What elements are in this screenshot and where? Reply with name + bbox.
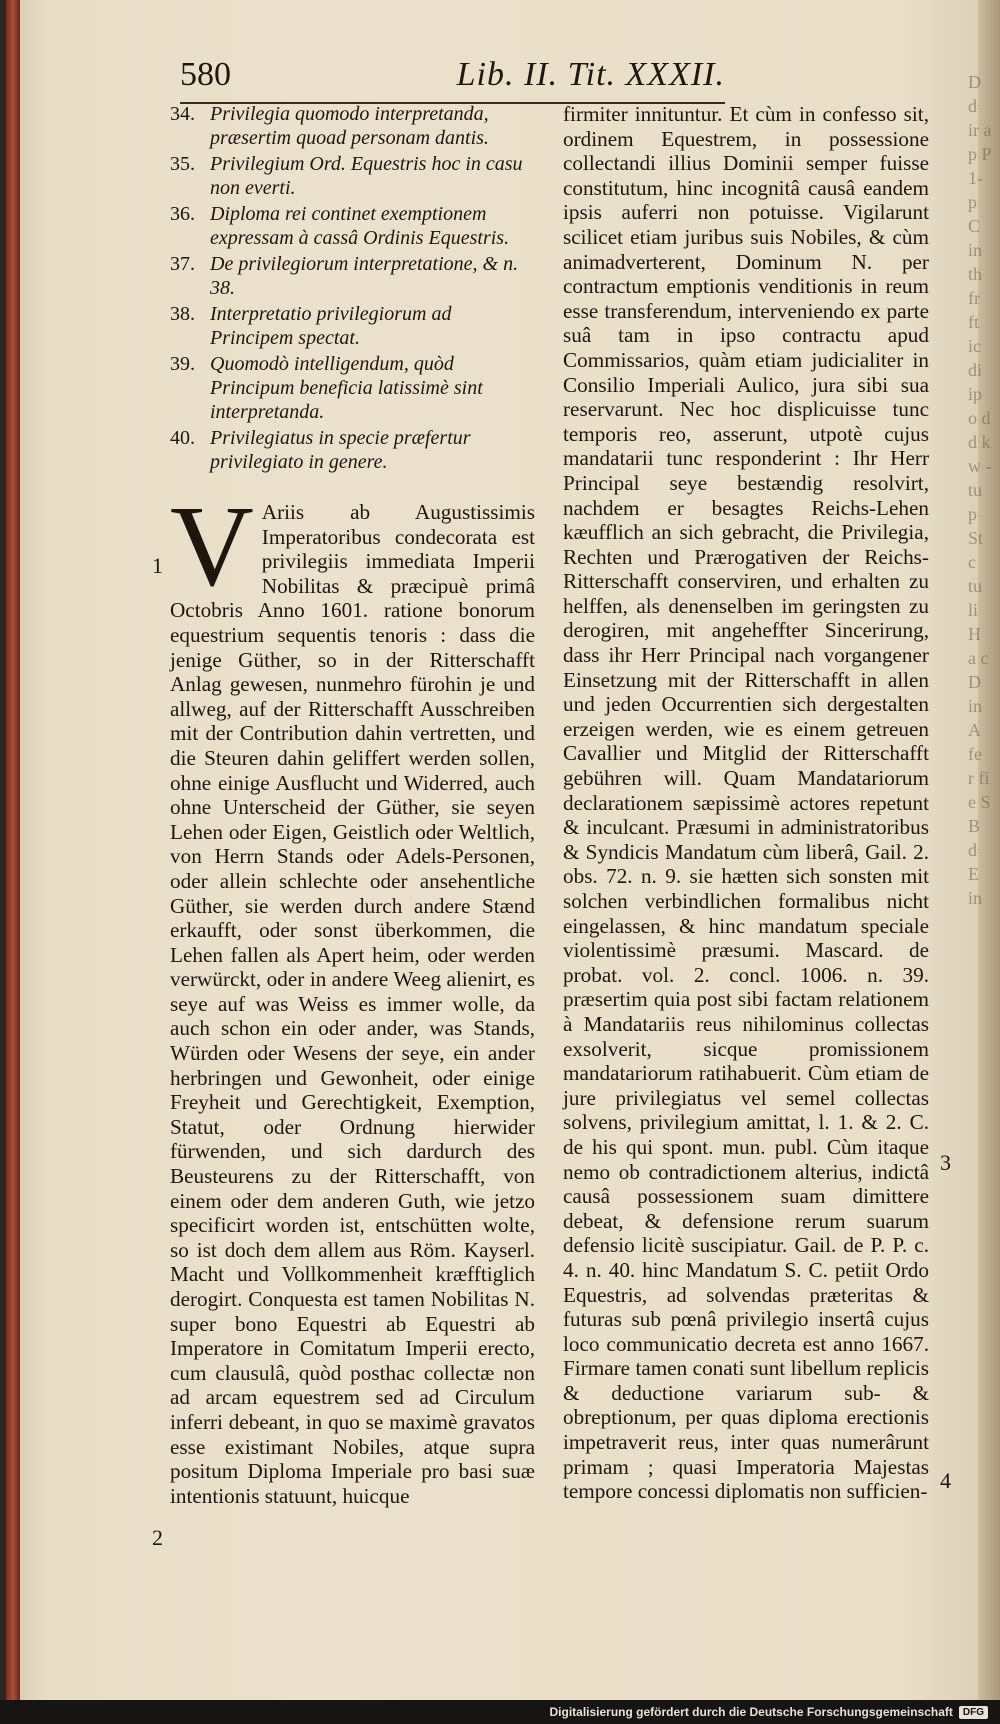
summary-item <box>170 352 535 424</box>
dfg-logo-icon: DFG <box>959 1706 988 1719</box>
left-body-text <box>170 483 535 1508</box>
footer-credit: Digitalisierung gefördert durch die Deutsche Forschungsgemeinschaft <box>549 1705 953 1719</box>
margin-number: 3 <box>940 1150 951 1175</box>
summary-item <box>170 102 535 150</box>
right-body-paragraph: firmiter innituntur. Et cùm in confesso sit, ordinem Equestrem, in possessione collectandi illius Dominii semper fuisse constitutum, hinc incognitâ causâ eandem ipsis auferri non potuisse. Vigilarunt scilicet etiam juribus suis Nobiles, & cùm animadverterent, Dominum N. per contractum emptionis venditionis in reum esse transferendum, interveniendo ex parte suâ tam in ipso contractu apud Commissarios, quàm etiam judicialiter in Consilio Imperiali Aulico, jura sibi sua reservarunt. Nec hoc displicuisse tunc temporis reo, asserunt, utpotè cujus mandatarii tunc responderint : Ihr Herr Principal seye bestændig resolvirt, nachdem er besagtes Reichs-Lehen kæufflich an sich gebracht, die Privilegia, Rechten und Prærogativen der Reichs-Ritterschafft conserviren, und erhalten zu helffen, als denenselben im geringsten zu derogiren, mit angeheffter Sincerirung, dass ihr Herr Principal nach vorgangener Einsetzung mit der Ritterschafft in allen und jeden Occurrentien sich dergestalten erzeigen werden, wie es einem getreuen Cavallier und Mitglid der Ritterschafft gebühren will. Quam Mandatariorum declarationem sæpissimè actores repetunt & inculcant. Præsumi in administratoribus & Syndicis Mandatum cùm liberâ, Gail. 2. obs. 72. n. 9. sie hætten sich sonsten mit solchen verbindlichen formalibus nicht eingelassen, & hinc mandatum speciale violentissimè præsumi. Mascard. de probat. vol. 2. concl. 1006. n. 39. præsertim quia post sibi factam relationem à Mandatariis reus nihilominus collectas exsolverit, sicque promissionem mandatariorum ratihabuerit. Cùm etiam de jure privilegiatus vel semel collectas solvens, privilegium amittat, l. 1. & 2. C. de his qui spont. mun. publ. Cùm itaque nemo ob contradictionem alterius, indictâ causâ possessionem suam dimittere debeat, & defensione rerum suarum defensio licitè suscipiatur. Gail. de P. P. c. 4. n. 40. hinc Mandatum S. C. petiit Ordo Equestris, ad solvendas præteritas & futuras sub pœnâ privilegio insertâ cujus loco communicatio decreta est anno 1667. Firmare tamen conati sunt libellum replicis & deductione variarum sub- & obreptionum, per quas diploma erectionis impetraverit reus, inter quas numerârunt primam ; quasi Imperatoria Majestas tempore concessi diplomatis non sufficien- <box>563 102 929 1504</box>
summary-number: 35. <box>170 153 195 175</box>
summary-text: Diploma rei continet exemptionem expressam à cassâ Ordinis Equestris. <box>210 203 510 249</box>
book-spine <box>6 0 20 1700</box>
summary-number: 38. <box>170 303 195 325</box>
summary-item <box>170 202 535 250</box>
right-column <box>563 102 929 1504</box>
summary-item <box>170 152 535 200</box>
page-number: 580 <box>180 56 231 93</box>
summary-text: Privilegium Ord. Equestris hoc in casu non everti. <box>210 153 523 199</box>
summary-text: De privilegiorum interpretatione, & n. 38. <box>210 253 519 299</box>
left-column <box>170 102 535 1508</box>
summary-number: 39. <box>170 353 195 375</box>
summary-number: 36. <box>170 203 195 225</box>
left-body-paragraph: Ariis ab Augustissimis Imperatoribus condecorata est privilegiis immediata Imperii Nobilitas & præcipuè primâ Octobris Anno 1601. ratione bonorum equestrium sequentis tenoris : dass die jenige Güther, so in der Ritterschafft Anlag gewesen, nunmehro fürohin je und allweg, auf der Ritterschafft Ausschreiben mit der Contribution dahin vertretten, und die Steuren dahin geliffert werden sollen, ohne einige Ausflucht und Widerred, auch ohne Unterscheid der Güther, sie seyen Lehen oder Eigen, Geistlich oder Weltlich, von Herrn Stands oder Adels-Personen, oder allein schlechte oder ansehentliche Güther, sie werden durch andere Stænd erkaufft, oder sonst überkommen, die Lehen fallen als Apert heim, oder werden verwürckt, oder in andere Weeg alienirt, es seye auf was Weiss es immer wolle, da auch schon ein oder ander, was Stands, Würden oder Wesens der seye, ein ander herbringen und Gewonheit, oder einige Freyheit und Gerechtigkeit, Exemption, Statut, oder Ordnung hierwider fürwenden, und sich dardurch des Beusteurens zu der Ritterschafft, von einem oder dem anderen Guth, wie jetzo specificirt worden ist, entschütten wolte, so ist doch dem allem aus Röm. Kayserl. Macht und Vollkommenheit kræfftiglich derogirt. Conquesta est tamen Nobilitas N. super bono Equestri ab Equestri ab Imperatore in Comitatum Imperii erecto, cum clausulâ, quòd posthac collectæ non ad arcam equestrem sed ad Circulum inferri debeant, in quo se maximè gravatos esse existimant Nobiles, atque supra positum Diploma Imperiale pro basi suæ intentionis statuunt, huicque <box>170 500 535 1508</box>
summary-text: Quomodò intelligendum, quòd Principum beneficia latissimè sint interpretanda. <box>210 353 483 423</box>
footer-bar <box>0 1700 1000 1724</box>
margin-number: 2 <box>152 1525 163 1550</box>
summary-text: Privilegiatus in specie præfertur privilegiato in genere. <box>210 427 471 473</box>
summary-text: Privilegia quomodo interpretanda, præsertim quoad personam dantis. <box>210 103 489 149</box>
margin-number: 4 <box>940 1468 951 1493</box>
summary-number: 34. <box>170 103 195 125</box>
summary-text: Interpretatio privilegiorum ad Principem spectat. <box>210 303 452 349</box>
summary-item <box>170 252 535 300</box>
summary-number: 37. <box>170 253 195 275</box>
summary-number: 40. <box>170 427 195 449</box>
summary-item <box>170 426 535 474</box>
running-head: Lib. II. Tit. XXXII. <box>456 56 725 93</box>
summary-item <box>170 302 535 350</box>
facing-page-bleed-text: D d ir a p P 1- p C in th fr ft ic di ip o d d k w - tu p St c tu li H a c D in A fe r fi e S B d E in <box>968 72 992 908</box>
summary-list <box>170 102 535 474</box>
page-header <box>180 56 725 104</box>
margin-number: 1 <box>152 553 163 578</box>
drop-cap: V <box>170 483 254 611</box>
